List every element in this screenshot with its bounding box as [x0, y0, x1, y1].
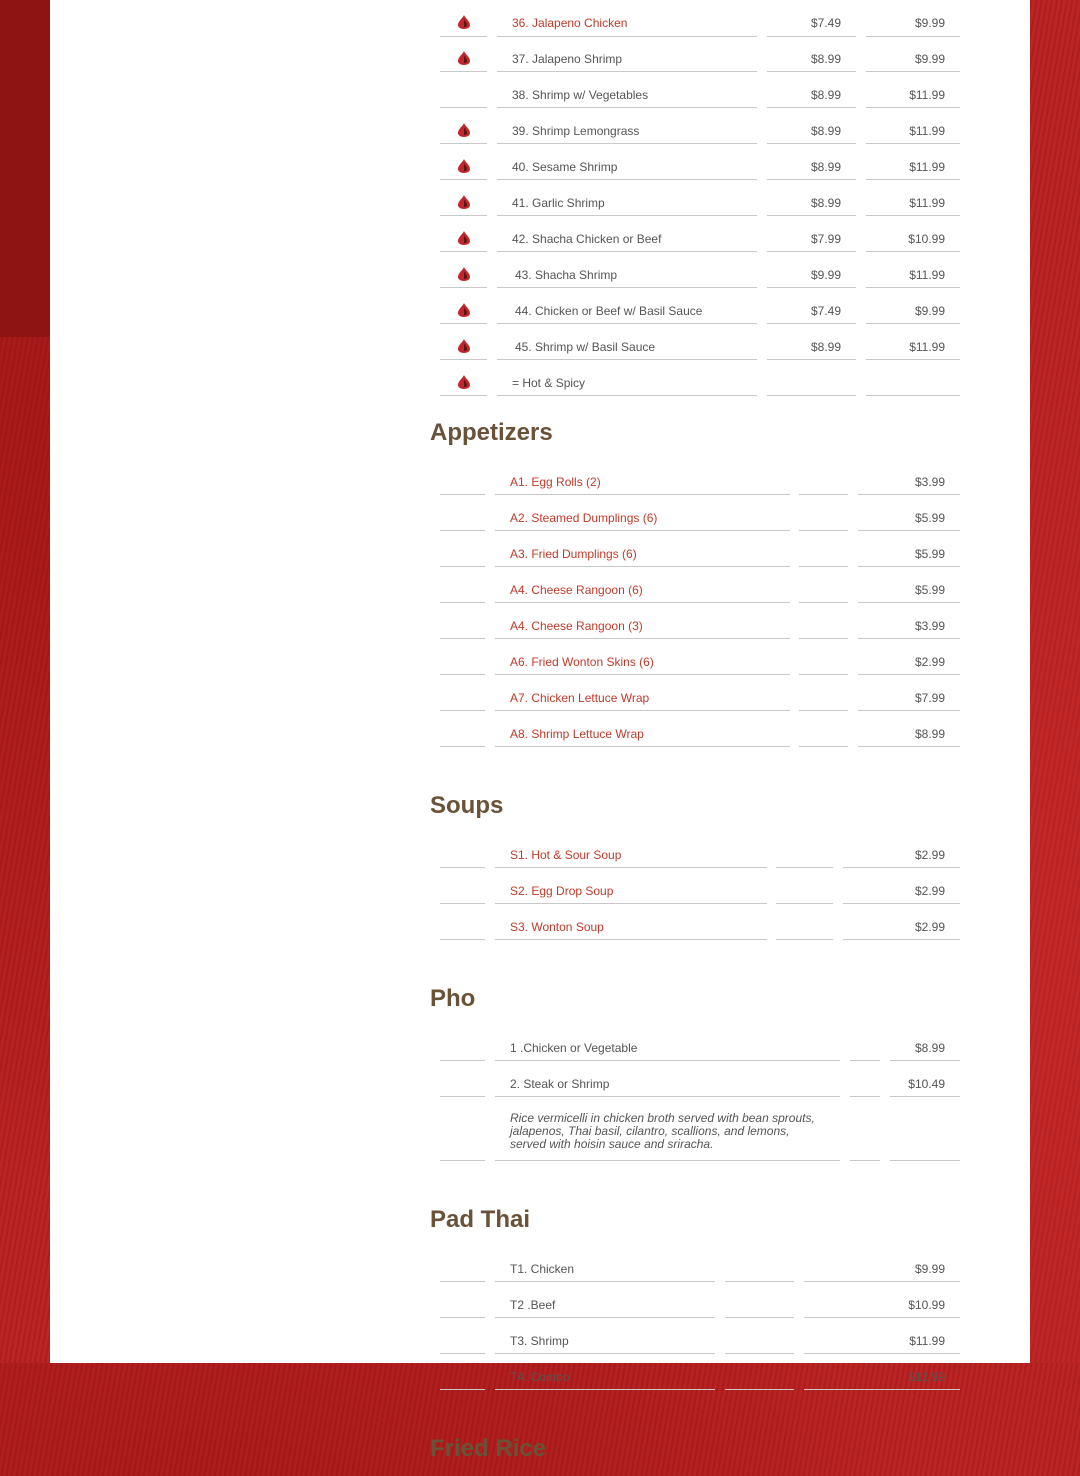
- price-cell: [858, 496, 960, 531]
- item-name-cell: [497, 289, 757, 324]
- item-name: 44. Chicken or Beef w/ Basil Sauce: [515, 304, 703, 318]
- menu-row: [430, 1319, 960, 1355]
- price-cell: [804, 1319, 960, 1354]
- spacer-cell: [440, 640, 485, 675]
- item-name: 40. Sesame Shrimp: [512, 160, 618, 174]
- menu-row: [430, 604, 960, 640]
- menu-row: [430, 869, 960, 905]
- price-small: $7.49: [810, 304, 841, 318]
- price-large-cell: [866, 37, 960, 72]
- spacer-cell: [440, 1283, 485, 1318]
- spacer-cell: [440, 905, 485, 940]
- section-gap: [430, 748, 960, 770]
- price-large: $11.99: [909, 160, 945, 174]
- chili-pepper-icon: [458, 231, 470, 245]
- price-small-cell: [767, 109, 856, 144]
- price-large: $11.99: [909, 88, 945, 102]
- item-name: 42. Shacha Chicken or Beef: [512, 232, 662, 246]
- price-cell: [858, 568, 960, 603]
- menu-row: [430, 532, 960, 568]
- price-small-cell: [767, 1, 856, 37]
- price-cell: [858, 604, 960, 639]
- price-small-cell: [767, 289, 856, 324]
- price-small: $8.99: [810, 88, 841, 102]
- item-name: T1. Chicken: [510, 1262, 575, 1276]
- price-small-cell: [767, 217, 856, 252]
- item-name: A6. Fried Wonton Skins (6): [510, 655, 654, 669]
- spicy-cell: [440, 289, 487, 324]
- chili-pepper-icon: [458, 375, 470, 389]
- price-large-cell: [866, 361, 960, 396]
- spicy-cell: [440, 181, 487, 216]
- price-cell: [890, 1062, 960, 1097]
- price-cell: [804, 1283, 960, 1318]
- price-large: $11.99: [909, 340, 945, 354]
- section-heading: Soups: [430, 792, 504, 819]
- spacer-cell: [725, 1283, 794, 1318]
- item-name-cell: [497, 361, 757, 396]
- menu-row: [430, 181, 960, 217]
- price-small: $8.99: [810, 124, 841, 138]
- menu-row: [430, 73, 960, 109]
- price-cell: [804, 1355, 960, 1390]
- section-heading: Pho: [430, 985, 476, 1012]
- item-name: T2 .Beef: [510, 1298, 556, 1312]
- spacer-cell: [440, 568, 485, 603]
- spacer-cell: [440, 869, 485, 904]
- item-name: 38. Shrimp w/ Vegetables: [512, 88, 649, 102]
- item-name-cell: [495, 1319, 715, 1354]
- price-large: $11.99: [909, 268, 945, 282]
- price: $2.99: [914, 655, 945, 669]
- spacer-cell: [725, 1319, 794, 1354]
- price-large: $9.99: [914, 304, 945, 318]
- spacer-cell: [850, 1062, 880, 1097]
- spacer-cell: [776, 905, 833, 940]
- menu-row: [430, 325, 960, 361]
- price-large: $11.99: [909, 124, 945, 138]
- price-cell: [843, 833, 960, 868]
- spicy-cell: [440, 37, 487, 72]
- menu-row: [430, 676, 960, 712]
- price: $8.99: [914, 727, 945, 741]
- item-name-cell: [495, 568, 790, 603]
- item-name: 43. Shacha Shrimp: [515, 268, 618, 282]
- spacer-cell: [440, 1319, 485, 1354]
- menu-row: [430, 1062, 960, 1098]
- menu-row: [430, 1355, 960, 1391]
- price-large-cell: [866, 1, 960, 37]
- spacer-cell: [725, 1355, 794, 1390]
- menu-row: [430, 0, 960, 37]
- price-large-cell: [866, 253, 960, 288]
- spacer-cell: [440, 1247, 485, 1282]
- item-name-cell: [497, 325, 757, 360]
- spacer-cell: [799, 568, 848, 603]
- price-cell: [890, 1098, 960, 1161]
- item-name-cell: [495, 905, 767, 940]
- spacer-cell: [440, 1098, 485, 1161]
- price: $2.99: [914, 884, 945, 898]
- price-cell: [890, 1026, 960, 1061]
- menu-row: [430, 145, 960, 181]
- item-name: A7. Chicken Lettuce Wrap: [510, 691, 650, 705]
- price-large: $9.99: [914, 52, 945, 66]
- spacer-cell: [440, 676, 485, 711]
- spicy-cell: [440, 361, 487, 396]
- spacer-cell: [440, 496, 485, 531]
- menu-row: [430, 1098, 960, 1162]
- price-cell: [858, 640, 960, 675]
- menu-row: [430, 217, 960, 253]
- section-gap: [430, 941, 960, 963]
- spicy-cell: [440, 253, 487, 288]
- spicy-cell: [440, 217, 487, 252]
- price-large-cell: [866, 289, 960, 324]
- item-name-cell: [495, 460, 790, 495]
- item-name-cell: [497, 217, 757, 252]
- price-large-cell: [866, 217, 960, 252]
- menu-content: [430, 0, 960, 1476]
- price: $12.99: [908, 1370, 945, 1384]
- item-name: 41. Garlic Shrimp: [512, 196, 605, 210]
- item-name-cell: [497, 37, 757, 72]
- item-name-cell: [495, 712, 790, 747]
- spacer-cell: [799, 496, 848, 531]
- price-cell: [843, 905, 960, 940]
- section-gap: [430, 1391, 960, 1413]
- price-small-cell: [767, 181, 856, 216]
- item-name-cell: [495, 1247, 715, 1282]
- spicy-cell: [440, 109, 487, 144]
- item-name: 45. Shrimp w/ Basil Sauce: [515, 340, 656, 354]
- price-large: $11.99: [909, 196, 945, 210]
- item-name: A4. Cheese Rangoon (6): [510, 583, 643, 597]
- item-name: 36. Jalapeno Chicken: [512, 16, 628, 30]
- price-large: $9.99: [914, 16, 945, 30]
- item-name: A3. Fried Dumplings (6): [510, 547, 637, 561]
- chili-pepper-icon: [458, 123, 470, 137]
- price: $3.99: [914, 619, 945, 633]
- spacer-cell: [799, 604, 848, 639]
- left-dark-strip: [0, 0, 50, 337]
- price-small-cell: [767, 325, 856, 360]
- price-small: $7.49: [810, 16, 841, 30]
- price: $5.99: [914, 583, 945, 597]
- price-large-cell: [866, 181, 960, 216]
- spacer-cell: [799, 712, 848, 747]
- spacer-cell: [440, 1062, 485, 1097]
- menu-row: [430, 253, 960, 289]
- spicy-cell: [440, 325, 487, 360]
- item-name-cell: [495, 496, 790, 531]
- item-name-cell: [495, 1062, 840, 1097]
- price-small: $8.99: [810, 196, 841, 210]
- spicy-cell: [440, 1, 487, 37]
- price: $3.99: [914, 475, 945, 489]
- menu-row: [430, 833, 960, 869]
- spacer-cell: [440, 1355, 485, 1390]
- price-small-cell: [767, 253, 856, 288]
- page-content: [50, 0, 1030, 1462]
- price: $9.99: [914, 1262, 945, 1276]
- item-name-cell: [497, 73, 757, 108]
- item-name: 1 .Chicken or Vegetable: [510, 1041, 638, 1055]
- price-small: $8.99: [810, 52, 841, 66]
- price-small-cell: [767, 361, 856, 396]
- item-name-cell: [497, 1, 757, 37]
- price-large-cell: [866, 109, 960, 144]
- menu-row: [430, 460, 960, 496]
- price: $2.99: [914, 848, 945, 862]
- spacer-cell: [850, 1098, 880, 1161]
- menu-row: [430, 109, 960, 145]
- item-name: 37. Jalapeno Shrimp: [512, 52, 623, 66]
- item-name-cell: [497, 253, 757, 288]
- section-heading: Pad Thai: [430, 1206, 531, 1233]
- section-heading: Appetizers: [430, 419, 553, 446]
- item-name: A8. Shrimp Lettuce Wrap: [510, 727, 644, 741]
- price: $11.99: [909, 1334, 945, 1348]
- spacer-cell: [799, 676, 848, 711]
- chili-pepper-icon: [458, 15, 470, 29]
- spacer-cell: [725, 1247, 794, 1282]
- menu-row: [430, 1026, 960, 1062]
- price-small: $8.99: [810, 340, 841, 354]
- price-large: $10.99: [908, 232, 945, 246]
- item-name-cell: [495, 532, 790, 567]
- menu-row: [430, 568, 960, 604]
- chili-pepper-icon: [458, 267, 470, 281]
- item-name-cell: [495, 1026, 840, 1061]
- spicy-cell: [440, 73, 487, 108]
- item-name: T3. Shrimp: [510, 1334, 569, 1348]
- spacer-cell: [440, 604, 485, 639]
- price-large-cell: [866, 73, 960, 108]
- spacer-cell: [440, 532, 485, 567]
- section-gap: [430, 1162, 960, 1184]
- spacer-cell: [850, 1026, 880, 1061]
- spacer-cell: [440, 712, 485, 747]
- price-small: $8.99: [810, 160, 841, 174]
- price-large-cell: [866, 145, 960, 180]
- item-name: S3. Wonton Soup: [510, 920, 604, 934]
- menu-row: [430, 289, 960, 325]
- item-name: T4. Combo: [510, 1370, 570, 1384]
- item-name: 2. Steak or Shrimp: [510, 1077, 610, 1091]
- item-name-cell: [495, 1283, 715, 1318]
- section-heading: Fried Rice: [430, 1435, 547, 1462]
- item-description: Rice vermicelli in chicken broth served with bean sprouts, jalapenos, Thai basil, cilantro, scallions, and lemons, served with hoisin sauce and sriracha.: [510, 1111, 815, 1151]
- spacer-cell: [799, 460, 848, 495]
- spacer-cell: [776, 833, 833, 868]
- price: $8.99: [914, 1041, 945, 1055]
- price: $5.99: [914, 511, 945, 525]
- menu-row: [430, 712, 960, 748]
- spacer-cell: [799, 532, 848, 567]
- price-cell: [843, 869, 960, 904]
- item-name: 39. Shrimp Lemongrass: [512, 124, 640, 138]
- menu-row: [430, 1247, 960, 1283]
- price-small: $9.99: [810, 268, 841, 282]
- item-name: A2. Steamed Dumplings (6): [510, 511, 658, 525]
- price-cell: [804, 1247, 960, 1282]
- chili-pepper-icon: [458, 159, 470, 173]
- price-small-cell: [767, 145, 856, 180]
- item-name: S1. Hot & Sour Soup: [510, 848, 622, 862]
- item-name-cell: [495, 1355, 715, 1390]
- price-large-cell: [866, 325, 960, 360]
- spicy-cell: [440, 145, 487, 180]
- item-name: A1. Egg Rolls (2): [510, 475, 601, 489]
- item-name-cell: [497, 145, 757, 180]
- price: $10.49: [908, 1077, 945, 1091]
- price: $10.99: [908, 1298, 945, 1312]
- price-cell: [858, 460, 960, 495]
- spacer-cell: [440, 1026, 485, 1061]
- item-name-cell: [495, 1098, 840, 1161]
- item-name: A4. Cheese Rangoon (3): [510, 619, 643, 633]
- item-name-cell: [495, 640, 790, 675]
- price: $2.99: [914, 920, 945, 934]
- menu-row: [430, 37, 960, 73]
- item-name-cell: [497, 181, 757, 216]
- price-cell: [858, 532, 960, 567]
- menu-row: [430, 361, 960, 397]
- chili-pepper-icon: [458, 195, 470, 209]
- price: $5.99: [914, 547, 945, 561]
- chili-pepper-icon: [458, 303, 470, 317]
- spacer-cell: [776, 869, 833, 904]
- price-small-cell: [767, 37, 856, 72]
- price-cell: [858, 676, 960, 711]
- item-name-cell: [495, 676, 790, 711]
- item-name-cell: [497, 109, 757, 144]
- menu-row: [430, 640, 960, 676]
- item-name-cell: [495, 833, 767, 868]
- spacer-cell: [440, 833, 485, 868]
- chili-pepper-icon: [458, 339, 470, 353]
- price: $7.99: [914, 691, 945, 705]
- menu-row: [430, 496, 960, 532]
- chili-pepper-icon: [458, 51, 470, 65]
- item-name: S2. Egg Drop Soup: [510, 884, 614, 898]
- spacer-cell: [799, 640, 848, 675]
- item-name: = Hot & Spicy: [512, 376, 586, 390]
- menu-row: [430, 1283, 960, 1319]
- spacer-cell: [440, 460, 485, 495]
- price-cell: [858, 712, 960, 747]
- item-name-cell: [495, 869, 767, 904]
- price-small-cell: [767, 73, 856, 108]
- price-small: $7.99: [810, 232, 841, 246]
- menu-row: [430, 905, 960, 941]
- item-name-cell: [495, 604, 790, 639]
